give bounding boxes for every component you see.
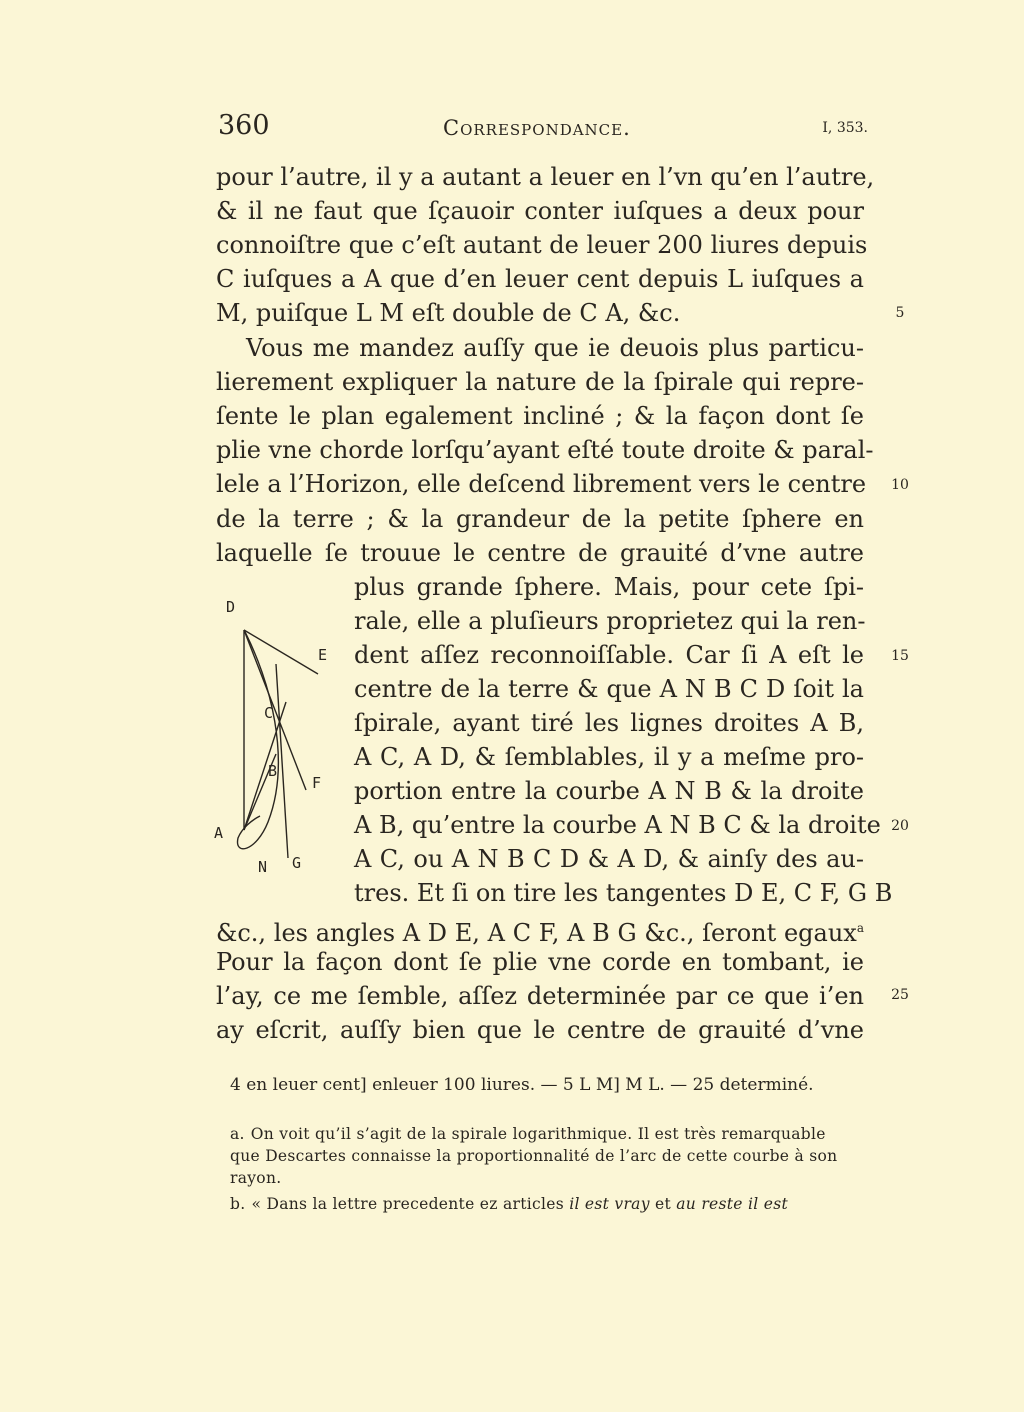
- text-line: dent aſſez reconnoiſſable. Car ſi A eſt le: [354, 641, 864, 669]
- footnote-a: [230, 1123, 860, 1189]
- footnote-italic: il est vray: [569, 1195, 650, 1213]
- text-line: C iuſques a A que d’en leuer cent depuis L iuſques a: [216, 265, 864, 293]
- text-line: A B, qu’entre la courbe A N B C & la droite: [354, 811, 881, 839]
- spiral-figure: [208, 590, 338, 880]
- footnote-italic: au reste il est: [676, 1195, 788, 1213]
- page-number: 360: [218, 110, 270, 141]
- text-line: M, puiſque L M eſt double de C A, &c.: [216, 299, 681, 327]
- text-line: plie vne chorde lorſqu’ayant eſté toute droite & paral-: [216, 436, 874, 464]
- text-line: &c., les angles A D E, A C F, A B G &c., ſeront egaux$^a$: [216, 919, 864, 947]
- text-line: ſpirale, ayant tiré les lignes droites A B,: [354, 709, 864, 737]
- label-n: N: [258, 858, 268, 876]
- text-line: lierement expliquer la nature de la ſpirale qui repre-: [216, 368, 864, 396]
- label-d: D: [226, 598, 236, 616]
- running-title: Correspondance.: [443, 116, 631, 140]
- text-line: & il ne faut que ſçauoir conter iuſques a deux pour: [216, 197, 864, 225]
- text-line: portion entre la courbe A N B & la droite: [354, 777, 864, 805]
- text-line: plus grande ſphere. Mais, pour cete ſpi-: [354, 573, 864, 601]
- text-line: A C, ou A N B C D & A D, & ainſy des au-: [354, 845, 864, 873]
- label-e: E: [318, 646, 328, 664]
- footnote-text: On voit qu’il s’agit de la spirale logarithmique. Il est très remarquable que Descartes connaisse la proportionnalité de l’arc de cette courbe à son rayon.: [230, 1125, 838, 1187]
- text-line: l’ay, ce me ſemble, aſſez determinée par ce que i’en: [216, 982, 864, 1010]
- footnote-key: b.: [230, 1195, 246, 1213]
- line-number: 10: [891, 477, 909, 493]
- text-line: ſente le plan egalement incliné ; & la façon dont ſe: [216, 402, 864, 430]
- label-c: C: [264, 704, 274, 722]
- footnote-ref-a: a: [856, 921, 864, 935]
- text-line: Vous me mandez auſſy que ie deuois plus particu-: [246, 334, 864, 362]
- textual-variants: 4 en leuer cent] enleuer 100 liures. — 5 L M] M L. — 25 determiné.: [230, 1075, 814, 1095]
- text-line: de la terre ; & la grandeur de la petite ſphere en: [216, 505, 864, 533]
- text-line: A C, A D, & ſemblables, il y a meſme pro-: [354, 743, 864, 771]
- text-line: rale, elle a pluſieurs proprietez qui la ren-: [354, 607, 866, 635]
- footnote-key: a.: [230, 1125, 245, 1143]
- page-header: [218, 110, 868, 150]
- text-line: ay eſcrit, auſſy bien que le centre de grauité d’vne: [216, 1016, 864, 1044]
- text-line: pour l’autre, il y a autant a leuer en l’vn qu’en l’autre,: [216, 163, 875, 191]
- line-number: 20: [891, 818, 909, 834]
- label-f: F: [312, 774, 322, 792]
- line-number: 15: [891, 648, 909, 664]
- text-line: laquelle ſe trouue le centre de grauité d’vne autre: [216, 539, 864, 567]
- text-line: connoiſtre que c’eſt autant de leuer 200 liures depuis: [216, 231, 868, 259]
- line-number: 5: [895, 305, 905, 321]
- page-reference: I, 353.: [822, 120, 868, 136]
- footnote-b: [230, 1193, 860, 1215]
- label-g: G: [292, 854, 302, 872]
- text-line: lele a l’Horizon, elle deſcend librement vers le centre: [216, 470, 867, 498]
- text-line: tres. Et ſi on tire les tangentes D E, C F, G B: [354, 879, 893, 907]
- label-b: B: [268, 762, 278, 780]
- line-number: 25: [891, 987, 909, 1003]
- text-line: centre de la terre & que A N B C D ſoit la: [354, 675, 864, 703]
- footnote-text: « Dans la lettre precedente ez articles: [251, 1195, 564, 1213]
- label-a: A: [214, 824, 224, 842]
- text-line: Pour la façon dont ſe plie vne corde en tombant, ie: [216, 948, 864, 976]
- footnote-text: et: [655, 1195, 672, 1213]
